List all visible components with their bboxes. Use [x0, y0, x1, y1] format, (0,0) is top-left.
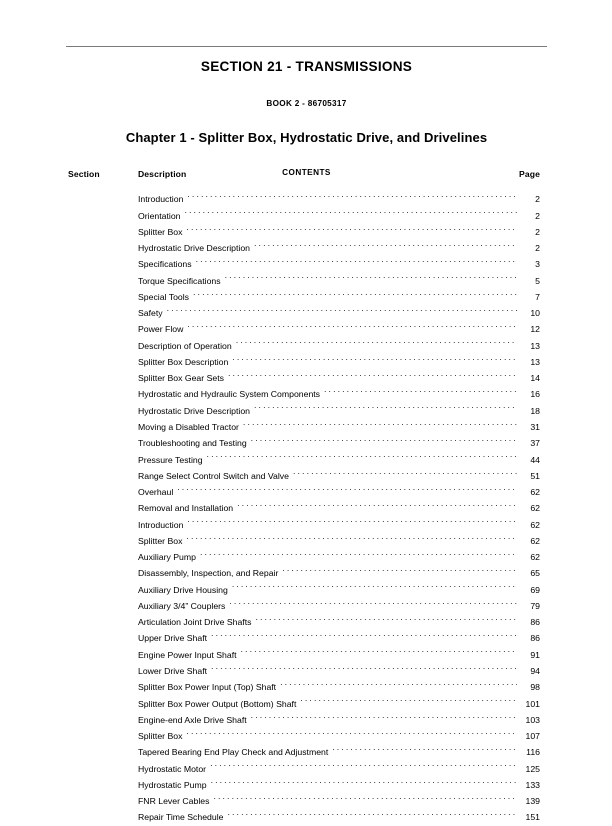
toc-entry[interactable]	[138, 219, 540, 235]
toc-entry-page: 5	[535, 275, 540, 286]
toc-dot-leader	[186, 723, 517, 739]
toc-entry-title: Tapered Bearing End Play Check and Adjustment	[138, 747, 329, 758]
toc-dot-leader	[229, 593, 517, 609]
toc-entry-page: 7	[535, 291, 540, 302]
toc-entry[interactable]	[138, 479, 540, 498]
column-header-section: Section	[68, 169, 100, 179]
toc-dot-leader	[207, 446, 517, 462]
toc-entry-page: 44	[530, 454, 540, 465]
toc-entry-title: Orientation	[138, 210, 181, 221]
toc-dot-leader	[225, 267, 517, 283]
toc-entry-page: 10	[530, 308, 540, 319]
toc-dot-leader	[332, 739, 517, 755]
toc-entry[interactable]	[138, 544, 540, 563]
toc-dot-leader	[177, 479, 517, 495]
toc-dot-leader	[280, 674, 517, 690]
toc-entry-title: Upper Drive Shaft	[138, 633, 208, 644]
toc-dot-leader	[241, 641, 517, 657]
toc-dot-leader	[211, 625, 517, 641]
toc-dot-leader	[251, 707, 517, 723]
toc-entry-page: 62	[530, 552, 540, 563]
toc-entry[interactable]	[138, 332, 540, 351]
toc-dot-leader	[324, 381, 517, 397]
toc-entry[interactable]	[138, 202, 540, 221]
toc-entry[interactable]	[138, 739, 540, 758]
contents-heading: CONTENTS	[282, 167, 331, 177]
toc-entry-title: Moving a Disabled Tractor	[138, 421, 239, 432]
toc-entry-title: Repair Time Schedule	[138, 812, 224, 823]
toc-entry-page: 116	[526, 747, 540, 758]
toc-entry-page: 86	[530, 617, 540, 628]
toc-dot-leader	[243, 414, 517, 430]
column-header-page: Page	[519, 169, 540, 179]
toc-dot-leader	[254, 235, 517, 251]
toc-dot-leader	[282, 560, 517, 576]
toc-dot-leader	[237, 495, 517, 511]
toc-entry-title: Introduction	[138, 194, 184, 205]
toc-entry-page: 12	[530, 324, 540, 335]
toc-dot-leader	[255, 609, 517, 625]
title-block	[66, 56, 547, 177]
toc-dot-leader	[293, 463, 517, 479]
toc-entry-title: Power Flow	[138, 324, 184, 335]
toc-entry[interactable]	[138, 511, 540, 530]
toc-entry-title: Overhaul	[138, 487, 174, 498]
toc-dot-leader	[232, 576, 517, 592]
toc-entry-page: 2	[535, 243, 540, 254]
toc-entry-title: Removal and Installation	[138, 503, 234, 514]
toc-entry-title: Splitter Box Power Input (Top) Shaft	[138, 682, 277, 693]
toc-entry-page: 13	[530, 356, 540, 367]
toc-dot-leader	[300, 690, 517, 706]
toc-entry-page: 62	[530, 503, 540, 514]
toc-dot-leader	[200, 544, 517, 560]
toc-entry-page: 37	[530, 438, 540, 449]
toc-entry-title: Specifications	[138, 259, 192, 270]
toc-dot-leader	[167, 300, 517, 316]
toc-entry-title: Troubleshooting and Testing	[138, 438, 247, 449]
toc-entry-title: Disassembly, Inspection, and Repair	[138, 568, 279, 579]
toc-entry-title: Lower Drive Shaft	[138, 665, 208, 676]
toc-dot-leader	[227, 804, 517, 820]
toc-entry-title: Hydrostatic Drive Description	[138, 405, 251, 416]
toc-entry-title: Engine Power Input Shaft	[138, 649, 237, 660]
toc-dot-leader	[254, 397, 517, 413]
toc-dot-leader	[211, 658, 517, 674]
toc-dot-leader	[185, 202, 518, 218]
toc-entry-title: Engine-end Axle Drive Shaft	[138, 714, 247, 725]
toc-entry-page: 101	[525, 698, 540, 709]
toc-dot-leader	[187, 316, 517, 332]
toc-entry[interactable]	[138, 300, 540, 319]
toc-entry-page: 139	[525, 796, 540, 807]
toc-entry-title: Torque Specifications	[138, 275, 221, 286]
book-number: BOOK 2 - 86705317	[266, 98, 347, 108]
toc-entry[interactable]	[138, 251, 540, 270]
toc-entry-page: 3	[535, 259, 540, 270]
toc-entry-title: Hydrostatic and Hydraulic System Components	[138, 389, 321, 400]
toc-entry-title: Splitter Box Description	[138, 356, 229, 367]
toc-entry-title: Introduction	[138, 519, 184, 530]
toc-entry-page: 79	[530, 600, 540, 611]
toc-entry-page: 69	[530, 584, 540, 595]
toc-entry-page: 65	[530, 568, 540, 579]
toc-entry-page: 125	[525, 763, 540, 774]
toc-dot-leader	[187, 186, 517, 202]
toc-entry-page: 13	[530, 340, 540, 351]
toc-entry-page: 62	[530, 519, 540, 530]
header-rule	[66, 46, 547, 47]
toc-column-headers	[0, 169, 612, 183]
toc-entry-page: 103	[525, 714, 540, 725]
toc-dot-leader	[228, 365, 517, 381]
toc-entry-title: Articulation Joint Drive Shafts	[138, 617, 252, 628]
toc-dot-leader	[186, 219, 517, 235]
toc-entry-page: 151	[525, 812, 540, 823]
section-title: SECTION 21 - TRANSMISSIONS	[200, 59, 413, 74]
toc-entry[interactable]	[138, 186, 540, 205]
toc-entry-title: FNR Lever Cables	[138, 796, 210, 807]
toc-entry-page: 51	[530, 470, 540, 481]
toc-dot-leader	[236, 332, 517, 348]
toc-entry[interactable]	[138, 284, 540, 300]
toc-entry-title: Safety	[138, 308, 163, 319]
toc-entry[interactable]	[138, 235, 540, 254]
toc-entry-page: 98	[530, 682, 540, 693]
toc-entry-title: Auxiliary Drive Housing	[138, 584, 228, 595]
toc-entry-page: 94	[530, 665, 540, 676]
toc-entry[interactable]	[138, 267, 540, 286]
toc-dot-leader	[213, 788, 517, 804]
toc-entry[interactable]	[138, 723, 540, 742]
toc-entry-page: 62	[530, 487, 540, 498]
toc-entry-title: Description of Operation	[138, 340, 232, 351]
chapter-title: Chapter 1 - Splitter Box, Hydrostatic Drive, and Drivelines	[125, 129, 488, 145]
toc-dot-leader	[196, 251, 517, 267]
toc-entry-title: Special Tools	[138, 291, 190, 302]
toc-entry-page: 62	[530, 535, 540, 546]
toc-dot-leader	[211, 772, 517, 788]
toc-entry-title: Auxiliary 3/4” Couplers	[138, 600, 226, 611]
toc-entry-page: 2	[535, 226, 540, 237]
toc-entry-title: Splitter Box	[138, 731, 183, 742]
toc-entry-title: Range Select Control Switch and Valve	[138, 470, 289, 481]
toc-dot-leader	[186, 528, 517, 544]
toc-entry-title: Pressure Testing	[138, 454, 203, 465]
toc-entry-page: 18	[530, 405, 540, 416]
toc-entry-page: 107	[525, 731, 540, 742]
toc-entry-title: Auxiliary Pump	[138, 552, 196, 563]
toc-dot-leader	[232, 349, 517, 365]
toc-entry-page: 86	[530, 633, 540, 644]
toc-dot-leader	[210, 755, 517, 771]
toc-entry[interactable]	[138, 528, 540, 544]
toc-entry-title: Splitter Box Power Output (Bottom) Shaft	[138, 698, 297, 709]
toc-dot-leader	[251, 430, 517, 446]
toc-entry-page: 2	[535, 210, 540, 221]
toc-entry-page: 14	[530, 373, 540, 384]
toc-entry-page: 133	[525, 779, 540, 790]
toc-entry[interactable]	[138, 316, 540, 335]
toc-entry-page: 91	[530, 649, 540, 660]
toc-entry[interactable]	[138, 495, 540, 514]
table-of-contents	[138, 186, 540, 823]
toc-entry-title: Hydrostatic Motor	[138, 763, 207, 774]
toc-entry-page: 2	[535, 194, 540, 205]
toc-dot-leader	[187, 511, 517, 527]
toc-entry-title: Splitter Box Gear Sets	[138, 373, 224, 384]
toc-dot-leader	[193, 284, 517, 300]
toc-entry-title: Hydrostatic Pump	[138, 779, 207, 790]
column-header-description: Description	[138, 169, 187, 179]
toc-entry-title: Splitter Box	[138, 535, 183, 546]
toc-entry-title: Splitter Box	[138, 226, 183, 237]
toc-entry-page: 31	[530, 421, 540, 432]
toc-entry-page: 16	[530, 389, 540, 400]
toc-entry-title: Hydrostatic Drive Description	[138, 243, 251, 254]
